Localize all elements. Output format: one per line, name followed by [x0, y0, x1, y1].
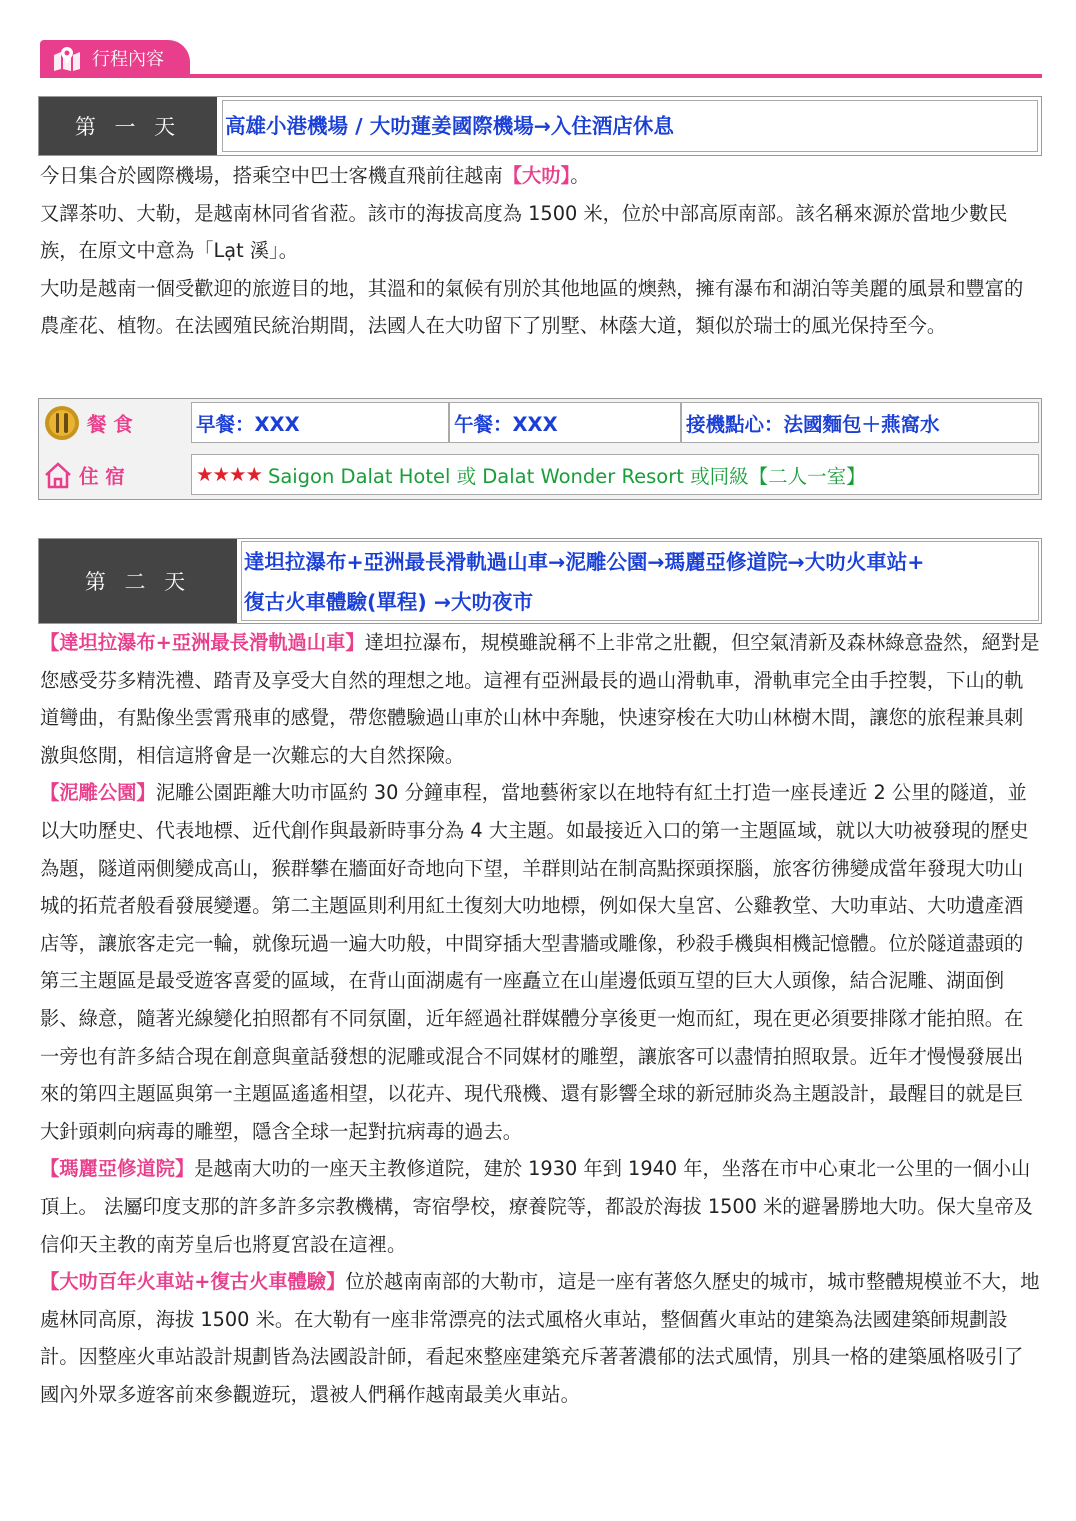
meals-row — [39, 399, 1041, 444]
day1-label: 第 一 天 — [39, 97, 217, 155]
section-header — [40, 40, 1042, 80]
day2-header — [38, 538, 1042, 624]
lodging-label: 住 宿 — [79, 464, 125, 488]
day2-title — [241, 541, 1039, 621]
day2-title-cell — [237, 539, 1041, 623]
section-divider — [40, 74, 1042, 78]
hotel-name: Saigon Dalat Hotel 或 Dalat Wonder Resort 或同級【二人一室】 — [267, 464, 866, 488]
day1-paragraph-3: 大叻是越南一個受歡迎的旅遊目的地，其溫和的氣候有別於其他地區的燠熱，擁有瀑布和湖泊等美麗的風景和豐富的農產花、植物。在法國殖民統治期間，法國人在大叻留下了別墅、林蔭大道，類似於瑞士的風光保持至今。 — [40, 276, 1024, 338]
day2-section-clay-park: 【泥雕公園】泥雕公園距離大叻市區約 30 分鐘車程，當地藝術家以在地特有紅土打造一座長達近 2 公里的隧道，並以大叻歷史、代表地標、近代創作與最新時事分為 4 大主題。如最接近入口的第一主題區域，就以大叻被發現的歷史為題，隧道兩側變成高山，猴群攀在牆面好奇地向下望，羊群則站在制高點探頭探腦，旅客彷彿變成當年發現大叻山城的拓荒者般看發展變遷。第二主題區則利用紅土復刻大叻地標，例如保大皇宮、公雞教堂、大叻車站、大叻遺產酒店等，讓旅客走完一輪，就像玩過一遍大叻般，中間穿插大型書牆或雕像，秒殺手機與相機記憶體。位於隧道盡頭的第三主題區是最受遊客喜愛的區域，在背山面湖處有一座矗立在山崖邊低頭互望的巨大人頭像，結合泥雕、湖面倒影、綠意，隨著光線變化拍照都有不同氛圍，近年經過社群媒體分享後更一炮而紅，現在更必須要排隊才能拍照。在一旁也有許多結合現在創意與童話發想的泥雕或混合不同媒材的雕塑，讓旅客可以盡情拍照取景。近年才慢慢發展出來的第四主題區與第一主題區遙遙相望，以花卉、現代飛機、還有影響全球的新冠肺炎為主題設計，最醒目的就是巨大針頭刺向病毒的雕塑，隱含全球一起對抗病毒的過去。 — [40, 781, 1029, 1143]
meals-label-cell — [43, 402, 191, 443]
hotel-stars: ★★★★ — [196, 463, 262, 486]
day2-section-monastery: 【瑪麗亞修道院】是越南大叻的一座天主教修道院，建於 1930 年到 1940 年，坐落在市中心東北一公里的一個小山頂上。 法屬印度支那的許多許多宗教機構，寄宿學校，療養院等，都設於海拔 1500 米的避暑勝地大叻。保大皇帝及信仰天主教的南芳皇后也將夏宮設在這裡。 — [40, 1157, 1033, 1256]
section-title: 行程內容 — [92, 49, 164, 70]
lodging-row — [39, 451, 1041, 496]
section-tab — [40, 40, 190, 76]
day2-label: 第 二 天 — [39, 539, 237, 623]
day2-title-line1: 達坦拉瀑布+亞洲最長滑軌過山車→泥雕公園→瑪麗亞修道院→大叻火車站+ — [244, 550, 925, 574]
lodging-label-cell — [43, 454, 191, 495]
day2-description — [40, 624, 1040, 1413]
day1-header — [38, 96, 1042, 156]
breakfast-cell: 早餐：XXX — [191, 402, 449, 443]
day1-title-cell — [217, 97, 1041, 155]
lunch-cell: 午餐：XXX — [449, 402, 681, 443]
day1-paragraph-1: 今日集合於國際機場，搭乘空中巴士客機直飛前往越南【大叻】。 — [40, 164, 590, 187]
house-icon — [43, 460, 73, 490]
day1-title: 高雄小港機場 / 大叻蓮姜國際機場→入住酒店休息 — [222, 100, 1038, 152]
day2-section-waterfall: 【達坦拉瀑布+亞洲最長滑軌過山車】達坦拉瀑布，規模雖說稱不上非常之壯觀，但空氣清新及森林綠意盎然，絕對是您感受芬多精洗禮、踏青及享受大自然的理想之地。這裡有亞洲最長的過山滑軌車，滑軌車完全由手控製，下山的軌道彎曲，有點像坐雲霄飛車的感覺，帶您體驗過山車於山林中奔馳，快速穿梭在大叻山林樹木間，讓您的旅程兼具刺激與悠閒，相信這將會是一次難忘的大自然探險。 — [40, 631, 1040, 767]
dining-icon — [43, 404, 81, 442]
day2-section-train-station: 【大叻百年火車站+復古火車體驗】位於越南南部的大勒市，這是一座有著悠久歷史的城市，城市整體規模並不大，地處林同高原，海拔 1500 米。在大勒有一座非常漂亮的法式風格火車站，整個舊火車站的建築為法國建築師規劃設計。因整座火車站設計規劃皆為法國設計師，看起來整座建築充斥著著濃郁的法式風情，別具一格的建築風格吸引了國內外眾多遊客前來參觀遊玩，還被人們稱作越南最美火車站。 — [40, 1270, 1040, 1406]
day2-title-line2: 復古火車體驗(單程) →大叻夜市 — [244, 590, 534, 614]
hotel-cell — [191, 454, 1039, 495]
snack-cell: 接機點心：法國麵包＋燕窩水 — [681, 402, 1039, 443]
meals-label: 餐 食 — [87, 412, 133, 436]
day1-description — [40, 157, 1040, 345]
day1-paragraph-2: 又譯茶叻、大勒，是越南林同省省蒞。該市的海拔高度為 1500 米，位於中部高原南部。該名稱來源於當地少數民族，在原文中意為「Lạt 溪」。 — [40, 201, 1008, 263]
day1-highlight: 【大叻】 — [502, 164, 571, 187]
day1-info-table — [38, 398, 1042, 500]
map-pin-icon — [52, 45, 82, 71]
